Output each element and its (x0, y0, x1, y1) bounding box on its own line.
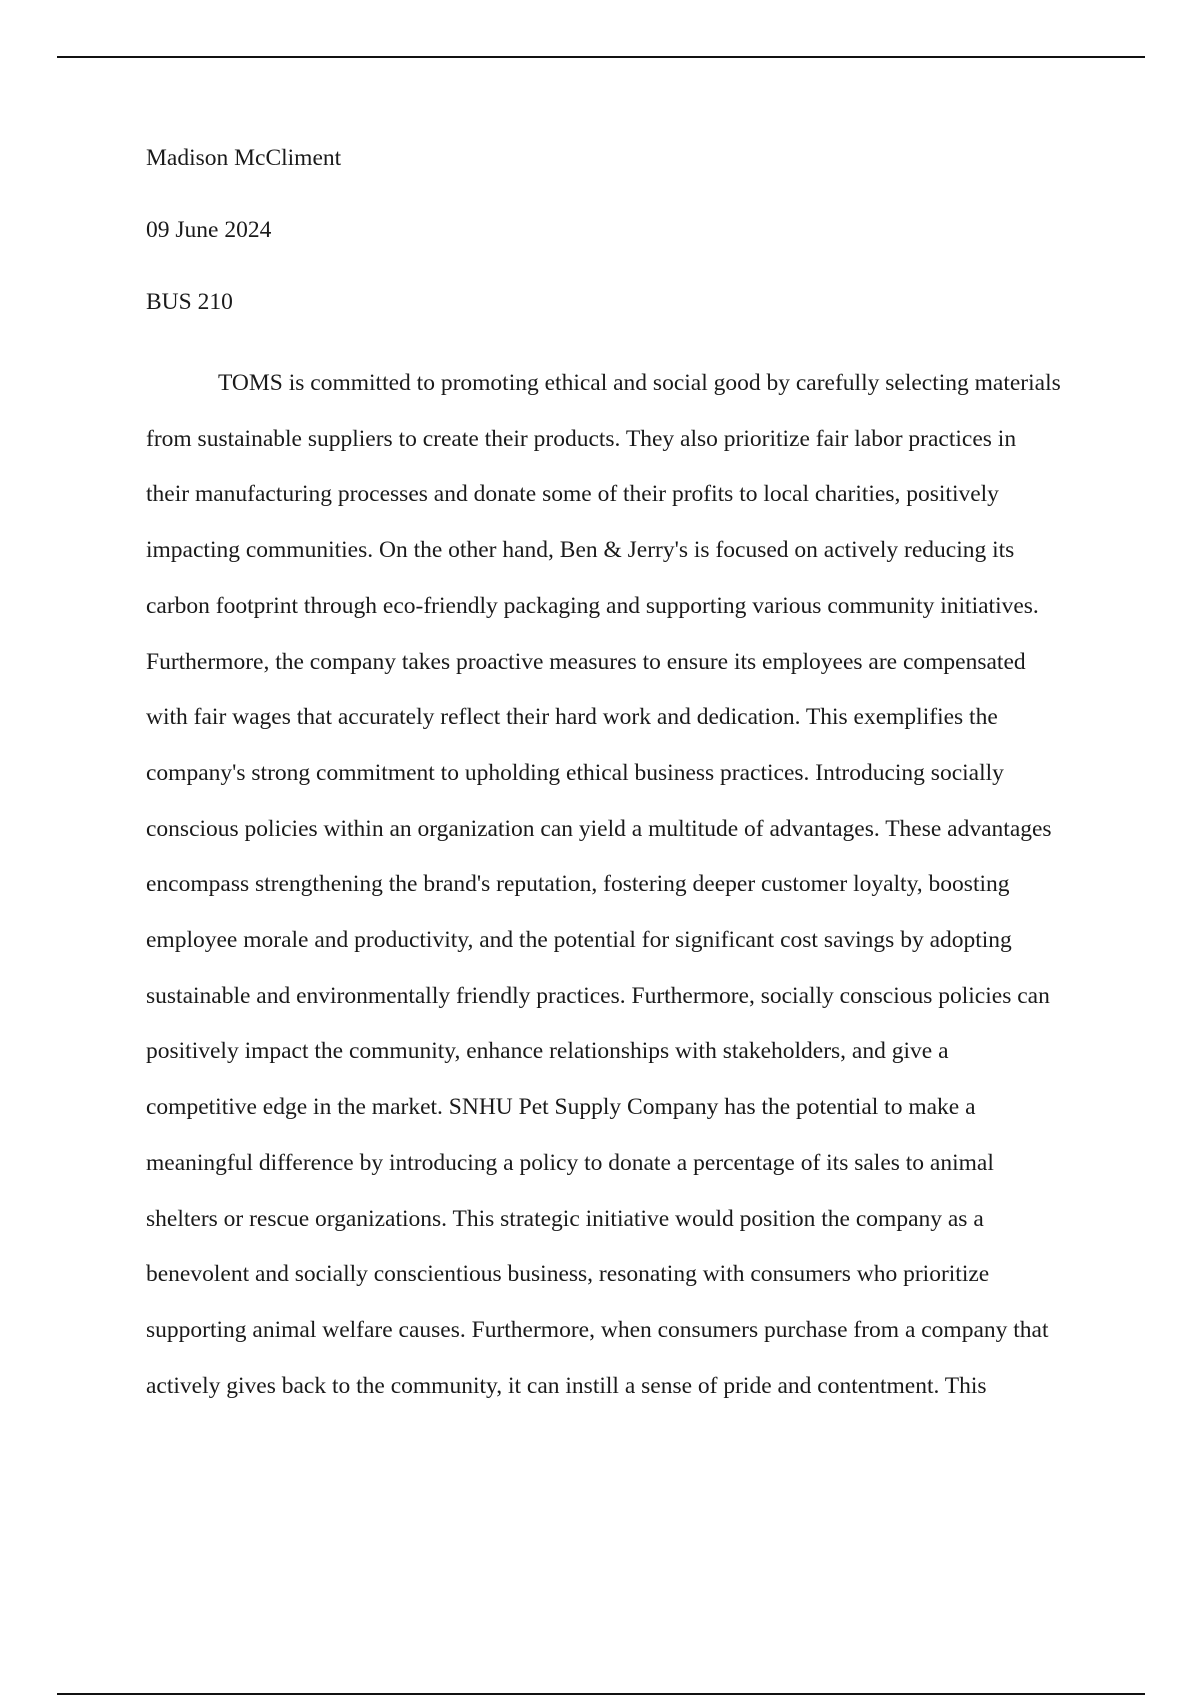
paragraph-line: sustainable and environmentally friendly practices. Furthermore, socially conscious policies can (146, 982, 1050, 1009)
body-paragraph (146, 356, 1096, 1414)
paragraph-line: carbon footprint through eco-friendly packaging and supporting various community initiatives. (146, 592, 1039, 619)
paragraph-line: TOMS is committed to promoting ethical and social good by carefully selecting materials (218, 370, 1061, 396)
paragraph-line: with fair wages that accurately reflect their hard work and dedication. This exemplifies the (146, 704, 998, 731)
paragraph-line: employee morale and productivity, and the potential for significant cost savings by adopting (146, 927, 1012, 954)
paragraph-line: impacting communities. On the other hand, Ben & Jerry's is focused on actively reducing its (146, 537, 1015, 564)
paragraph-line: their manufacturing processes and donate some of their profits to local charities, positively (146, 481, 999, 508)
paragraph-line: benevolent and socially conscientious business, resonating with consumers who prioritize (146, 1261, 990, 1288)
page-top-rule (57, 56, 1145, 58)
paragraph-line: positively impact the community, enhance relationships with stakeholders, and give a (146, 1038, 949, 1065)
page-bottom-rule (57, 1693, 1145, 1695)
course-code: BUS 210 (146, 289, 233, 315)
paragraph-line: encompass strengthening the brand's reputation, fostering deeper customer loyalty, boosting (146, 871, 1010, 898)
paragraph-line: meaningful difference by introducing a policy to donate a percentage of its sales to animal (146, 1149, 994, 1176)
paragraph-line: supporting animal welfare causes. Furthermore, when consumers purchase from a company that (146, 1316, 1049, 1343)
document-page-content (146, 142, 1096, 1414)
paragraph-line: competitive edge in the market. SNHU Pet Supply Company has the potential to make a (146, 1094, 976, 1121)
paragraph-line: company's strong commitment to upholding ethical business practices. Introducing socially (146, 759, 1004, 786)
paragraph-line: from sustainable suppliers to create their products. They also prioritize fair labor practices in (146, 425, 1017, 452)
author-name: Madison McCliment (146, 145, 342, 171)
paragraph-line: shelters or rescue organizations. This strategic initiative would position the company as a (146, 1205, 984, 1232)
document-date: 09 June 2024 (146, 217, 272, 243)
paragraph-line: Furthermore, the company takes proactive measures to ensure its employees are compensated (146, 648, 1026, 675)
paragraph-line: conscious policies within an organization can yield a multitude of advantages. These advantages (146, 815, 1052, 842)
paragraph-line: actively gives back to the community, it can instill a sense of pride and contentment. This (146, 1372, 987, 1399)
